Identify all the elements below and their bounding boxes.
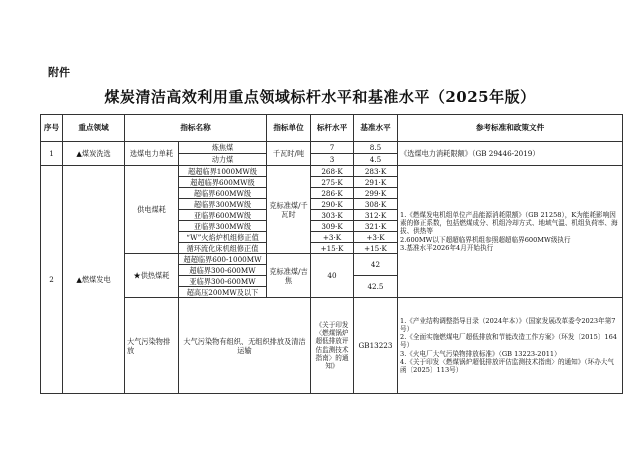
baseline-value: 42.5 <box>354 276 398 298</box>
standards-table <box>40 114 623 394</box>
indicator-name: 炼焦煤 <box>179 142 267 154</box>
header-indicator: 指标名称 <box>125 115 267 142</box>
table-row <box>41 142 623 154</box>
header-benchmark: 标杆水平 <box>311 115 354 142</box>
baseline-value: +15·K <box>354 243 398 254</box>
group-cell: 供电煤耗 <box>125 166 179 254</box>
row-number: 2 <box>41 166 63 394</box>
baseline-value: 283·K <box>354 166 398 177</box>
baseline-value: 8.5 <box>354 142 398 154</box>
baseline-value: 321·K <box>354 221 398 232</box>
domain-cell: ▲燃煤发电 <box>63 166 125 394</box>
indicator-name: 超高压200MW及以下 <box>179 287 267 298</box>
unit-cell: 克标准煤/千瓦时 <box>267 166 311 254</box>
benchmark-value: 40 <box>311 254 354 298</box>
baseline-value: GB13223 <box>354 298 398 394</box>
header-baseline: 基准水平 <box>354 115 398 142</box>
benchmark-value: 290·K <box>311 199 354 210</box>
attachment-label: 附件 <box>48 66 70 79</box>
benchmark-value: 7 <box>311 142 354 154</box>
baseline-value: 312·K <box>354 210 398 221</box>
benchmark-value: 《关于印发〈燃煤锅炉超低排放评估监测技术指南〉的通知》 <box>311 298 354 394</box>
indicator-name: 亚临界300MW级 <box>179 221 267 232</box>
header-references: 参考标准和政策文件 <box>398 115 623 142</box>
header-no: 序号 <box>41 115 63 142</box>
domain-cell: ▲煤炭洗选 <box>63 142 125 166</box>
benchmark-value: 286·K <box>311 188 354 199</box>
indicator-name: “W”火焰炉机组修正值 <box>179 232 267 243</box>
reference-cell: 1.《燃煤发电机组单位产品能源消耗限额》（GB 21258），K为能耗影响因素的修正系数，包括燃煤成分、机组冷却方式、地域气温、机组负荷率、海拔、供热等 2.600MW以下超超临界机组参照超超临界600MW级执行 3.基准水平2026年4月开始执行 <box>398 166 623 298</box>
header-domain: 重点领域 <box>63 115 125 142</box>
header-unit: 指标单位 <box>267 115 311 142</box>
table-row <box>41 166 623 177</box>
baseline-value: 291·K <box>354 177 398 188</box>
indicator-name: 超临界300MW级 <box>179 199 267 210</box>
baseline-value: 308·K <box>354 199 398 210</box>
baseline-value: +3·K <box>354 232 398 243</box>
indicator-name: 大气污染物有组织、无组织排放及清洁运输 <box>179 298 311 394</box>
indicator-name: 超超临界1000MW级 <box>179 166 267 177</box>
indicator-name: 超临界300-600MW <box>179 265 267 276</box>
table-row <box>41 298 623 394</box>
reference-cell: 1.《产业结构调整指导目录（2024年本）》（国家发展改革委令2023年第7号） 2.《全面实施燃煤电厂超低排放和节能改造工作方案》（环发〔2015〕164号） 3.《火电厂大气污染物排放标准》（GB 13223-2011） 4.《关于印发〈燃煤锅炉超低排放评估监测技术指南〉的通知》（环办大气函〔2025〕113号） <box>398 298 623 394</box>
benchmark-value: 268·K <box>311 166 354 177</box>
group-cell: 大气污染物排放 <box>125 298 179 394</box>
baseline-value: 4.5 <box>354 154 398 166</box>
indicator-name: 超临界600MW级 <box>179 188 267 199</box>
indicator-name: 动力煤 <box>179 154 267 166</box>
indicator-name: 亚临界600MW级 <box>179 210 267 221</box>
row-number: 1 <box>41 142 63 166</box>
benchmark-value: 303·K <box>311 210 354 221</box>
benchmark-value: +3·K <box>311 232 354 243</box>
baseline-value: 299·K <box>354 188 398 199</box>
table-header-row <box>41 115 623 142</box>
benchmark-value: 275·K <box>311 177 354 188</box>
benchmark-value: 3 <box>311 154 354 166</box>
benchmark-value: +15·K <box>311 243 354 254</box>
group-cell: 选煤电力单耗 <box>125 142 179 166</box>
baseline-value: 42 <box>354 254 398 276</box>
indicator-name: 超超临界600-1000MW <box>179 254 267 265</box>
reference-cell: 《选煤电力消耗限额》（GB 29446-2019） <box>398 142 623 166</box>
page-title: 煤炭清洁高效利用重点领域标杆水平和基准水平（2025年版） <box>104 88 536 106</box>
group-cell: ★供热煤耗 <box>125 254 179 298</box>
unit-cell: 千瓦时/吨 <box>267 142 311 166</box>
benchmark-value: 309·K <box>311 221 354 232</box>
indicator-name: 超超临界600MW级 <box>179 177 267 188</box>
indicator-name: 亚临界300-600MW <box>179 276 267 287</box>
indicator-name: 循环流化床机组修正值 <box>179 243 267 254</box>
unit-cell: 克标准煤/吉焦 <box>267 254 311 298</box>
